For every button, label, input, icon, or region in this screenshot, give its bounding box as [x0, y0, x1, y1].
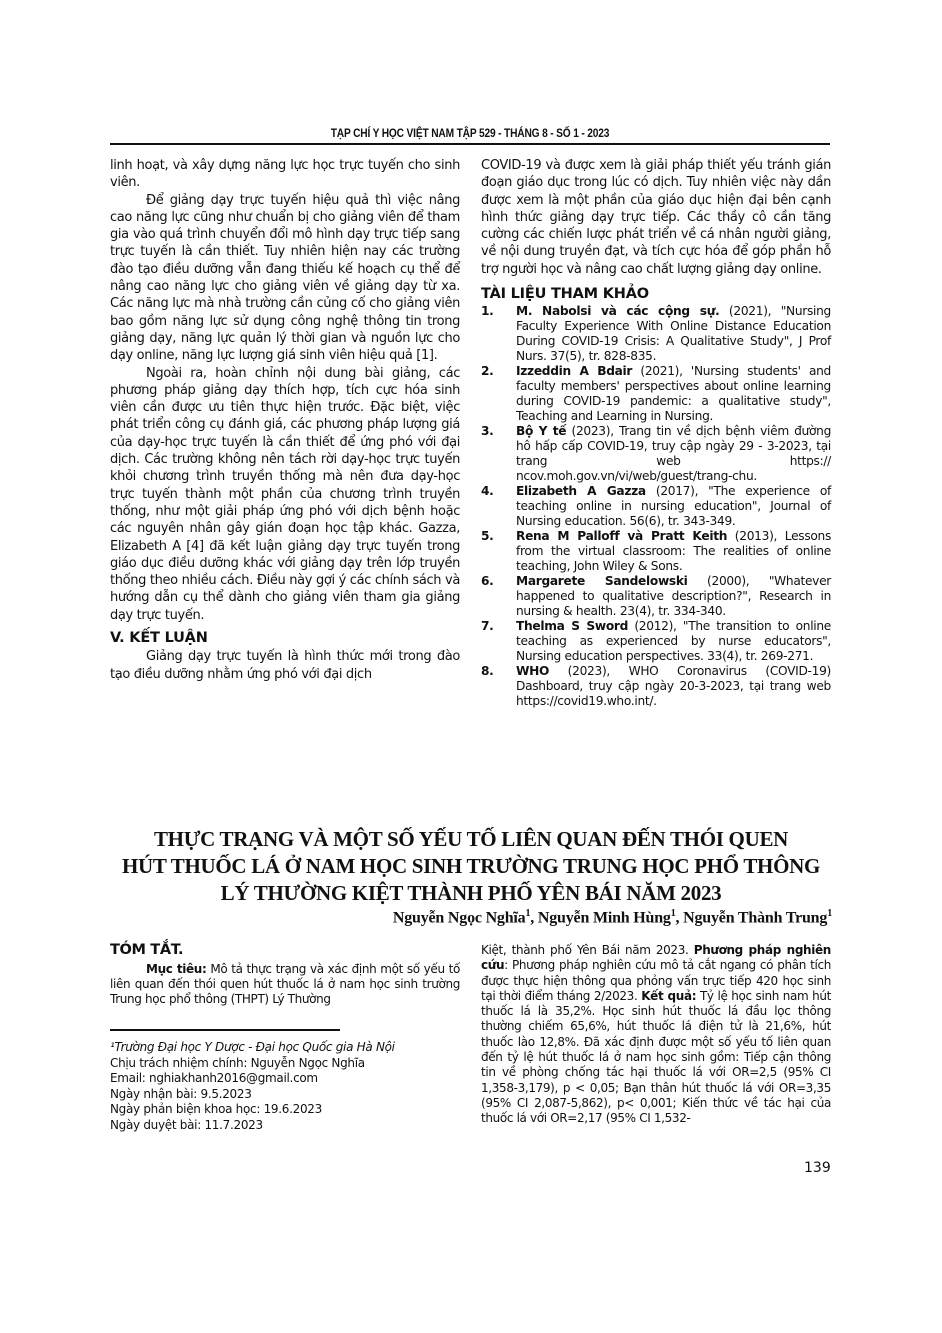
reference-text: (2021), "Nursing Faculty Experience With Online Distance Education During COVID-19 Crisis: A Qualitative Study", J Prof Nurs. 37(5), tr. 828-835. — [516, 304, 831, 364]
footnote-responsible: Chịu trách nhiệm chính: Nguyễn Ngọc Nghĩa — [110, 1055, 365, 1070]
title-line: HÚT THUỐC LÁ Ở NAM HỌC SINH TRƯỜNG TRUNG HỌC PHỔ THÔNG — [121, 854, 821, 878]
abstract-heading: TÓM TẮT. — [110, 942, 184, 958]
prev-article-left-column — [110, 157, 460, 683]
abstract-right-column — [481, 943, 831, 1127]
affiliation-marker: 1 — [525, 908, 531, 919]
results-label: Kết quả: — [641, 988, 697, 1003]
footnotes — [110, 1040, 460, 1133]
section-heading-conclusion: V. KẾT LUẬN — [110, 630, 208, 647]
reference-text: (2023), Trang tin về dịch bệnh viêm đường hô hấp cấp COVID-19, truy cập ngày 29 - 3-2023, tại trang web https:// ncov.moh.gov.vn/vi/web/guest/trang-chu. — [516, 424, 832, 484]
reference-text: (2012), "The transition to online teaching as experienced by nurse educators", Nursing education perspectives. 33(4), tr. 269-271. — [516, 619, 831, 664]
objective-label: Mục tiêu: — [146, 962, 207, 976]
reference-text: (2013), Lessons from the virtual classroom: The realities of online teaching, John Wiley & Sons. — [516, 529, 831, 574]
reference-author: Bộ Y tế — [516, 424, 567, 439]
abstract-text: Kiệt, thành phố Yên Bái năm 2023. — [481, 943, 694, 957]
footnote-affiliation: ¹Trường Đại học Y Dược - Đại học Quốc gia Hà Nội — [110, 1040, 395, 1054]
reference-author: Rena M Palloff và Pratt Keith — [516, 529, 728, 544]
reference-item — [481, 664, 831, 709]
reference-number: 2. — [481, 364, 494, 379]
footnote-email: Email: nghiakhanh2016@gmail.com — [110, 1071, 318, 1085]
author-name: Nguyễn Thành Trung — [683, 909, 828, 927]
reference-author: Elizabeth A Gazza — [516, 484, 646, 499]
affiliation-marker: 1 — [827, 908, 832, 919]
abstract-objective — [110, 962, 460, 1007]
author-name: Nguyễn Ngọc Nghĩa — [392, 909, 526, 927]
reference-list — [481, 304, 831, 709]
reference-item — [481, 304, 831, 364]
reference-item — [481, 574, 831, 619]
reference-author: WHO — [516, 664, 550, 679]
reference-number: 1. — [481, 304, 494, 319]
author-list: Nguyễn Ngọc Nghĩa$^1$, Nguyễn Minh Hùng$^1$, Nguyễn Thành Trung$^1$ — [392, 908, 832, 927]
reference-author: Margarete Sandelowski — [516, 574, 688, 589]
title-line: LÝ THƯỜNG KIỆT THÀNH PHỐ YÊN BÁI NĂM 2023 — [220, 881, 722, 905]
reference-number: 7. — [481, 619, 494, 634]
reference-author: Izzeddin A Bdair — [516, 364, 633, 379]
methods-text: : Phương pháp nghiên cứu mô tả cắt ngang có phân tích được thực hiện thông qua phỏng vấn trực tiếp 420 học sinh tại thời điểm tháng 2/2023. — [481, 958, 831, 1003]
reference-text: (2017), "The experience of teaching online in nursing education", Journal of Nursing education. 56(6), tr. 343-349. — [516, 484, 831, 529]
prev-article-right-column — [481, 157, 831, 709]
article-title — [110, 826, 832, 907]
author-name: Nguyễn Minh Hùng — [537, 909, 671, 927]
footnote-received: Ngày nhận bài: 9.5.2023 — [110, 1086, 252, 1101]
reference-item — [481, 529, 831, 574]
paragraph: Để giảng dạy trực tuyến hiệu quả thì việc nâng cao năng lực cũng như chuẩn bị cho giảng viên để tham gia vào quá trình chuyển đổi mô hình dạy trực tiếp sang trực tuyến là cần thiết. Tuy nhiên hiện nay các trường đào tạo điều dưỡng vẫn đang thiếu kế hoạch cụ thể để nâng cao năng lực cho giảng viên về giảng dạy từ xa. Các năng lực mà nhà trường cần củng cố cho giảng viên bao gồm năng lực sử dụng công nghệ thông tin trong giảng dạy, năng lực quản lý thời gian và nguồn lực cho dạy online, năng lực lượng giá sinh viên hiệu quả [1]. — [110, 192, 460, 364]
abstract-continued — [481, 943, 831, 1127]
reference-number: 4. — [481, 484, 494, 499]
paragraph: COVID-19 và được xem là giải pháp thiết yếu tránh gián đoạn giáo dục trong lúc có dịch. Tuy nhiên việc này dần được xem là một phần của giáo dục hiện đại bên cạnh hình thức giảng dạy trực tiếp. Các thầy cô cần tăng cường các chiến lược phát triển về cá nhân người giảng, về nội dung truyền đạt, và tích cực hóa để góp phần hỗ trợ người học và nâng cao chất lượng giảng dạy online. — [481, 158, 831, 277]
reference-item — [481, 364, 831, 424]
paragraph: Ngoài ra, hoàn chỉnh nội dung bài giảng, các phương pháp giảng dạy thích hợp, tích cực hóa sinh viên cần được ưu tiên thực hiện trước. Đặc biệt, việc phát triển công cụ đánh giá, các phương pháp lượng giá của dạy-học trực tuyến là cần thiết để ứng phó với đại dịch. Các trường không nên tách rời dạy-học trực tuyến khỏi chương trình truyền thống mà nên đưa dạy-học trực tuyến thành một phần của chương trình truyền thống, như một giải pháp ứng phó với dịch bệnh hoặc các nguyên nhân gây gián đoạn học tập khác. Gazza, Elizabeth A [4] đã kết luận giảng dạy trực tuyến trong giáo dục điều dưỡng khác với giảng dạy trên lớp truyền thống theo nhiều cách. Điều này gợi ý các chính sách và hướng dẫn cụ thể dành cho giảng viên tham gia giảng dạy trực tuyến. — [110, 365, 460, 623]
abstract-left-column — [110, 943, 460, 1007]
title-line: THỰC TRẠNG VÀ MỘT SỐ YẾU TỐ LIÊN QUAN ĐẾN THÓI QUEN — [153, 827, 789, 851]
page-number: 139 — [804, 1160, 831, 1176]
results-text: Tỷ lệ học sinh nam hút thuốc lá là 35,2%. Học sinh hút thuốc lá đầu lọc thông thường chiếm 65,6%, hút thuốc lá điện tử là 21,6%, hút thuốc lào 12,8%. Đã xác định được một số yếu tố liên quan đến tỷ lệ hút thuốc lá ở nam học sinh gồm: Tiếp cận thông tin về phòng chống tác hại thuốc lá với OR=2,5 (95% CI 1,358-3,179), p < 0,05; Bạn thân hút thuốc lá với OR=3,35 (95% CI 2,087-5,862), p< 0,001; Kiến thức về tác hại của thuốc lá với OR=2,17 (95% CI 1,532- — [481, 988, 832, 1126]
reference-number: 6. — [481, 574, 494, 589]
reference-item — [481, 484, 831, 529]
running-header: TẠP CHÍ Y HỌC VIỆT NAM TẬP 529 - THÁNG 8 - SỐ 1 - 2023 — [330, 126, 610, 140]
footnote-divider — [110, 1029, 340, 1031]
section-heading-references: TÀI LIỆU THAM KHẢO — [481, 286, 649, 303]
reference-text: (2021), 'Nursing students' and faculty members' perspectives about online learning during COVID-19 pandemic: a qualitative study", Teaching and Learning in Nursing. — [516, 364, 831, 424]
reference-number: 5. — [481, 529, 494, 544]
reference-number: 3. — [481, 424, 494, 439]
footnote-accepted: Ngày duyệt bài: 11.7.2023 — [110, 1117, 263, 1132]
reference-item — [481, 424, 831, 484]
reference-author: Thelma S Sword — [516, 619, 629, 634]
paragraph: Giảng dạy trực tuyến là hình thức mới trong đào tạo điều dưỡng nhằm ứng phó với đại dịch — [110, 649, 460, 682]
reference-number: 8. — [481, 664, 494, 679]
paragraph: linh hoạt, và xây dựng năng lực học trực tuyến cho sinh viên. — [110, 158, 460, 191]
affiliation-marker: 1 — [670, 908, 676, 919]
reference-item — [481, 619, 831, 664]
reference-text: (2023), WHO Coronavirus (COVID-19) Dashboard, truy cập ngày 20-3-2023, tại trang web https://covid19.who.int/. — [516, 664, 831, 709]
methods-label: Phương pháp nghiên cứu — [481, 943, 831, 973]
reference-text: (2000), "Whatever happened to qualitative description?", Research in nursing & health. 23(4), tr. 334-340. — [516, 574, 831, 619]
objective-text: Mô tả thực trạng và xác định một số yếu tố liên quan đến thói quen hút thuốc lá ở nam học sinh trường Trung học phổ thông (THPT) Lý Thường — [110, 962, 460, 1006]
header-divider — [110, 143, 830, 145]
footnote-reviewed: Ngày phản biện khoa học: 19.6.2023 — [110, 1102, 322, 1116]
reference-author: M. Nabolsi và các cộng sự. — [516, 304, 720, 319]
